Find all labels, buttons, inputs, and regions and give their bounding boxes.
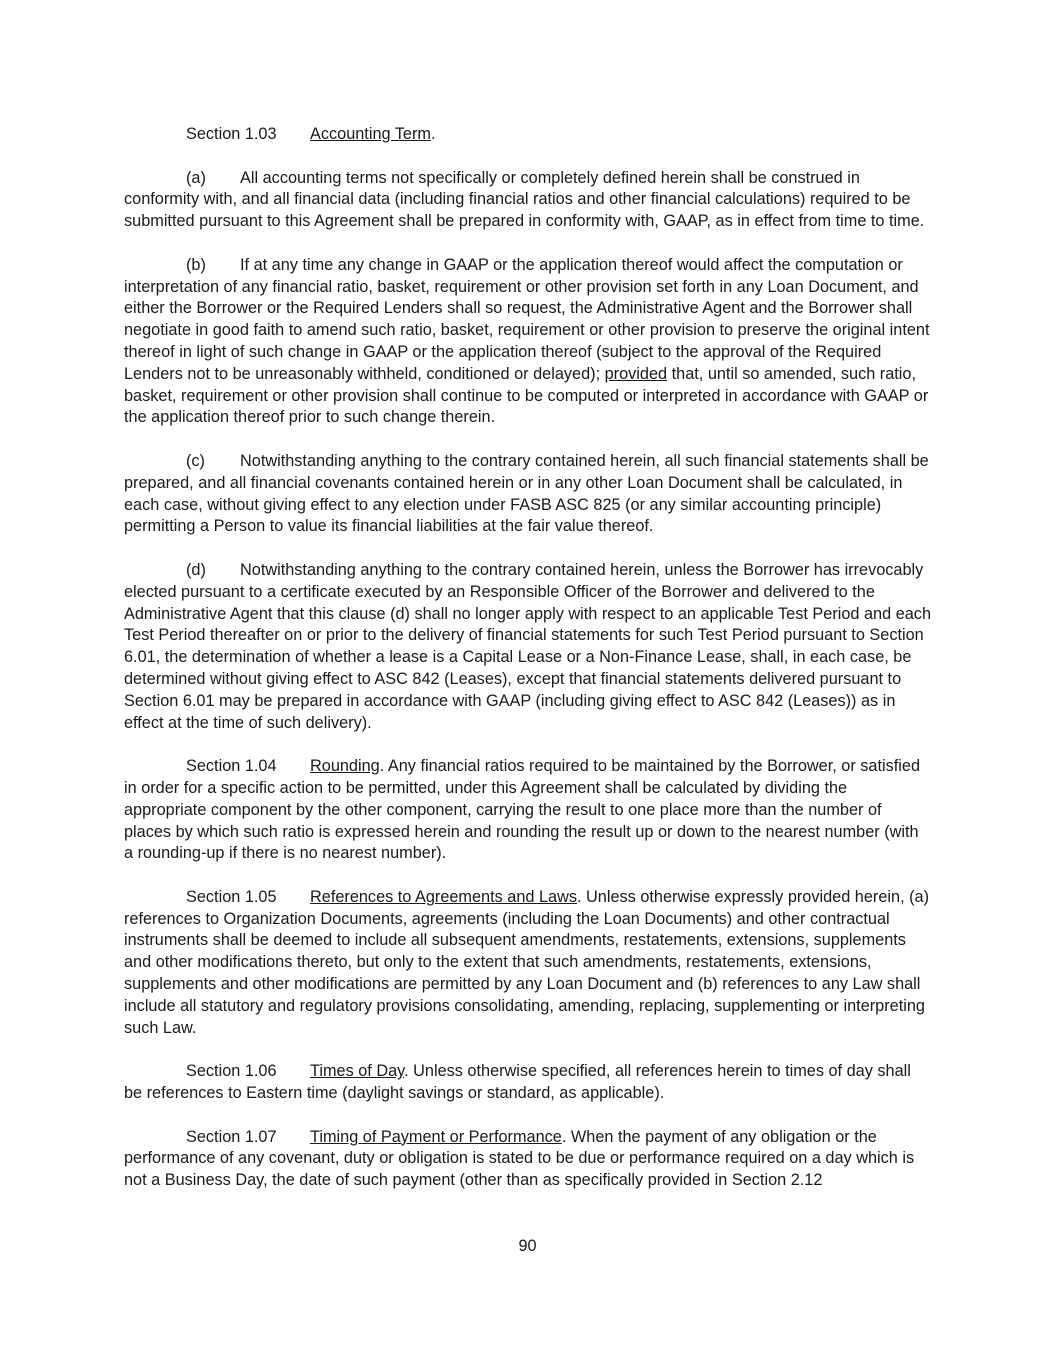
section-number: Section 1.03 [186,125,277,143]
clause-text: Notwithstanding anything to the contrary contained herein, unless the Borrower has irrevocably elected pursuant to a certificate executed by an Responsible Officer of the Borrower and delivered to the Administrative Agent that this clause (d) shall no longer apply with respect to an applicable Test Period and each Test Period thereafter on or prior to the delivery of financial statements for such Test Period pursuant to Section 6.01, the determination of whether a lease is a Capital Lease or a Non-Finance Lease, shall, in each case, be determined without giving effect to ASC 842 (Leases), except that financial statements delivered pursuant to Section 6.01 may be prepared in accordance with GAAP (including giving effect to ASC 842 (Leases)) as in effect at the time of such delivery). [124,560,931,732]
section-1-07 [124,1127,932,1192]
section-1-04 [124,756,932,865]
section-text: . Unless otherwise expressly provided herein, (a) references to Organization Documents, agreements (including the Loan Documents) and other contractual instruments shall be deemed to include all subsequent amendments, restatements, extensions, supplements and other modifications thereto, but only to the extent that such amendments, restatements, extensions, supplements and other modifications are permitted by any Loan Document and (b) references to any Law shall include all statutory and regulatory provisions consolidating, amending, replacing, supplementing or interpreting such Law. [124,887,930,1037]
section-number: Section 1.04 [186,757,277,776]
section-title: Times of Day [310,1062,405,1081]
clause-c [124,451,932,538]
page-number: 90 [518,1237,537,1255]
section-title: Accounting Term [310,125,431,143]
section-title: Timing of Payment or Performance [310,1127,562,1146]
clause-label: (c) [186,451,205,470]
clause-d [124,560,932,734]
section-number: Section 1.05 [186,887,277,906]
section-number: Section 1.07 [186,1127,277,1146]
clause-text-continued: that, until so amended, such ratio, basket, requirement or other provision shall continue to be computed or interpreted in accordance with GAAP or the application thereof prior to such change therein. [124,364,929,427]
section-title: References to Agreements and Laws [310,887,577,906]
document-body [124,124,932,1214]
section-title-period: . [430,125,436,143]
section-text: . Any financial ratios required to be maintained by the Borrower, or satisfied in order for a specific action to be permitted, under this Agreement shall be calculated by dividing the appropriate component by the other component, carrying the result to one place more than the number of places by which such ratio is expressed herein and rounding the result up or down to the nearest number (with a rounding-up if there is no nearest number). [124,757,921,863]
clause-label: (d) [186,560,206,579]
clause-label: (a) [186,168,206,187]
section-1-05 [124,887,932,1040]
clause-text: All accounting terms not specifically or completely defined herein shall be construed in conformity with, and all financial data (including financial ratios and other financial calculations) required to be submitted pursuant to this Agreement shall be prepared in conformity with, GAAP, as in effect from time to time. [124,168,925,231]
section-text: . Unless otherwise specified, all references herein to times of day shall be references to Eastern time (daylight savings or standard, as applicable). [124,1062,911,1103]
section-title: Rounding [310,757,380,776]
section-number: Section 1.06 [186,1062,277,1081]
section-text: . When the payment of any obligation or the performance of any covenant, duty or obligation is stated to be due or performance required on a day which is not a Business Day, the date of such payment (other than as specifically provided in Section 2.12 [124,1127,915,1190]
clause-label: (b) [186,255,206,274]
proviso-term: provided [604,364,668,383]
clause-b [124,255,932,429]
clause-text: If at any time any change in GAAP or the application thereof would affect the computation or interpretation of any financial ratio, basket, requirement or other provision set forth in any Loan Document, and either the Borrower or the Required Lenders shall so request, the Administrative Agent and the Borrower shall negotiate in good faith to amend such ratio, basket, requirement or other provision to preserve the original intent thereof in light of such change in GAAP or the application thereof (subject to the approval of the Required Lenders not to be unreasonably withheld, conditioned or delayed); [124,255,930,383]
section-1-03-heading [124,124,932,146]
clause-text: Notwithstanding anything to the contrary contained herein, all such financial statements shall be prepared, and all financial covenants contained herein or in any other Loan Document shall be calculated, in each case, without giving effect to any election under FASB ASC 825 (or any similar accounting principle) permitting a Person to value its financial liabilities at the fair value thereof. [124,451,929,536]
section-1-06 [124,1061,932,1105]
clause-a [124,168,932,233]
